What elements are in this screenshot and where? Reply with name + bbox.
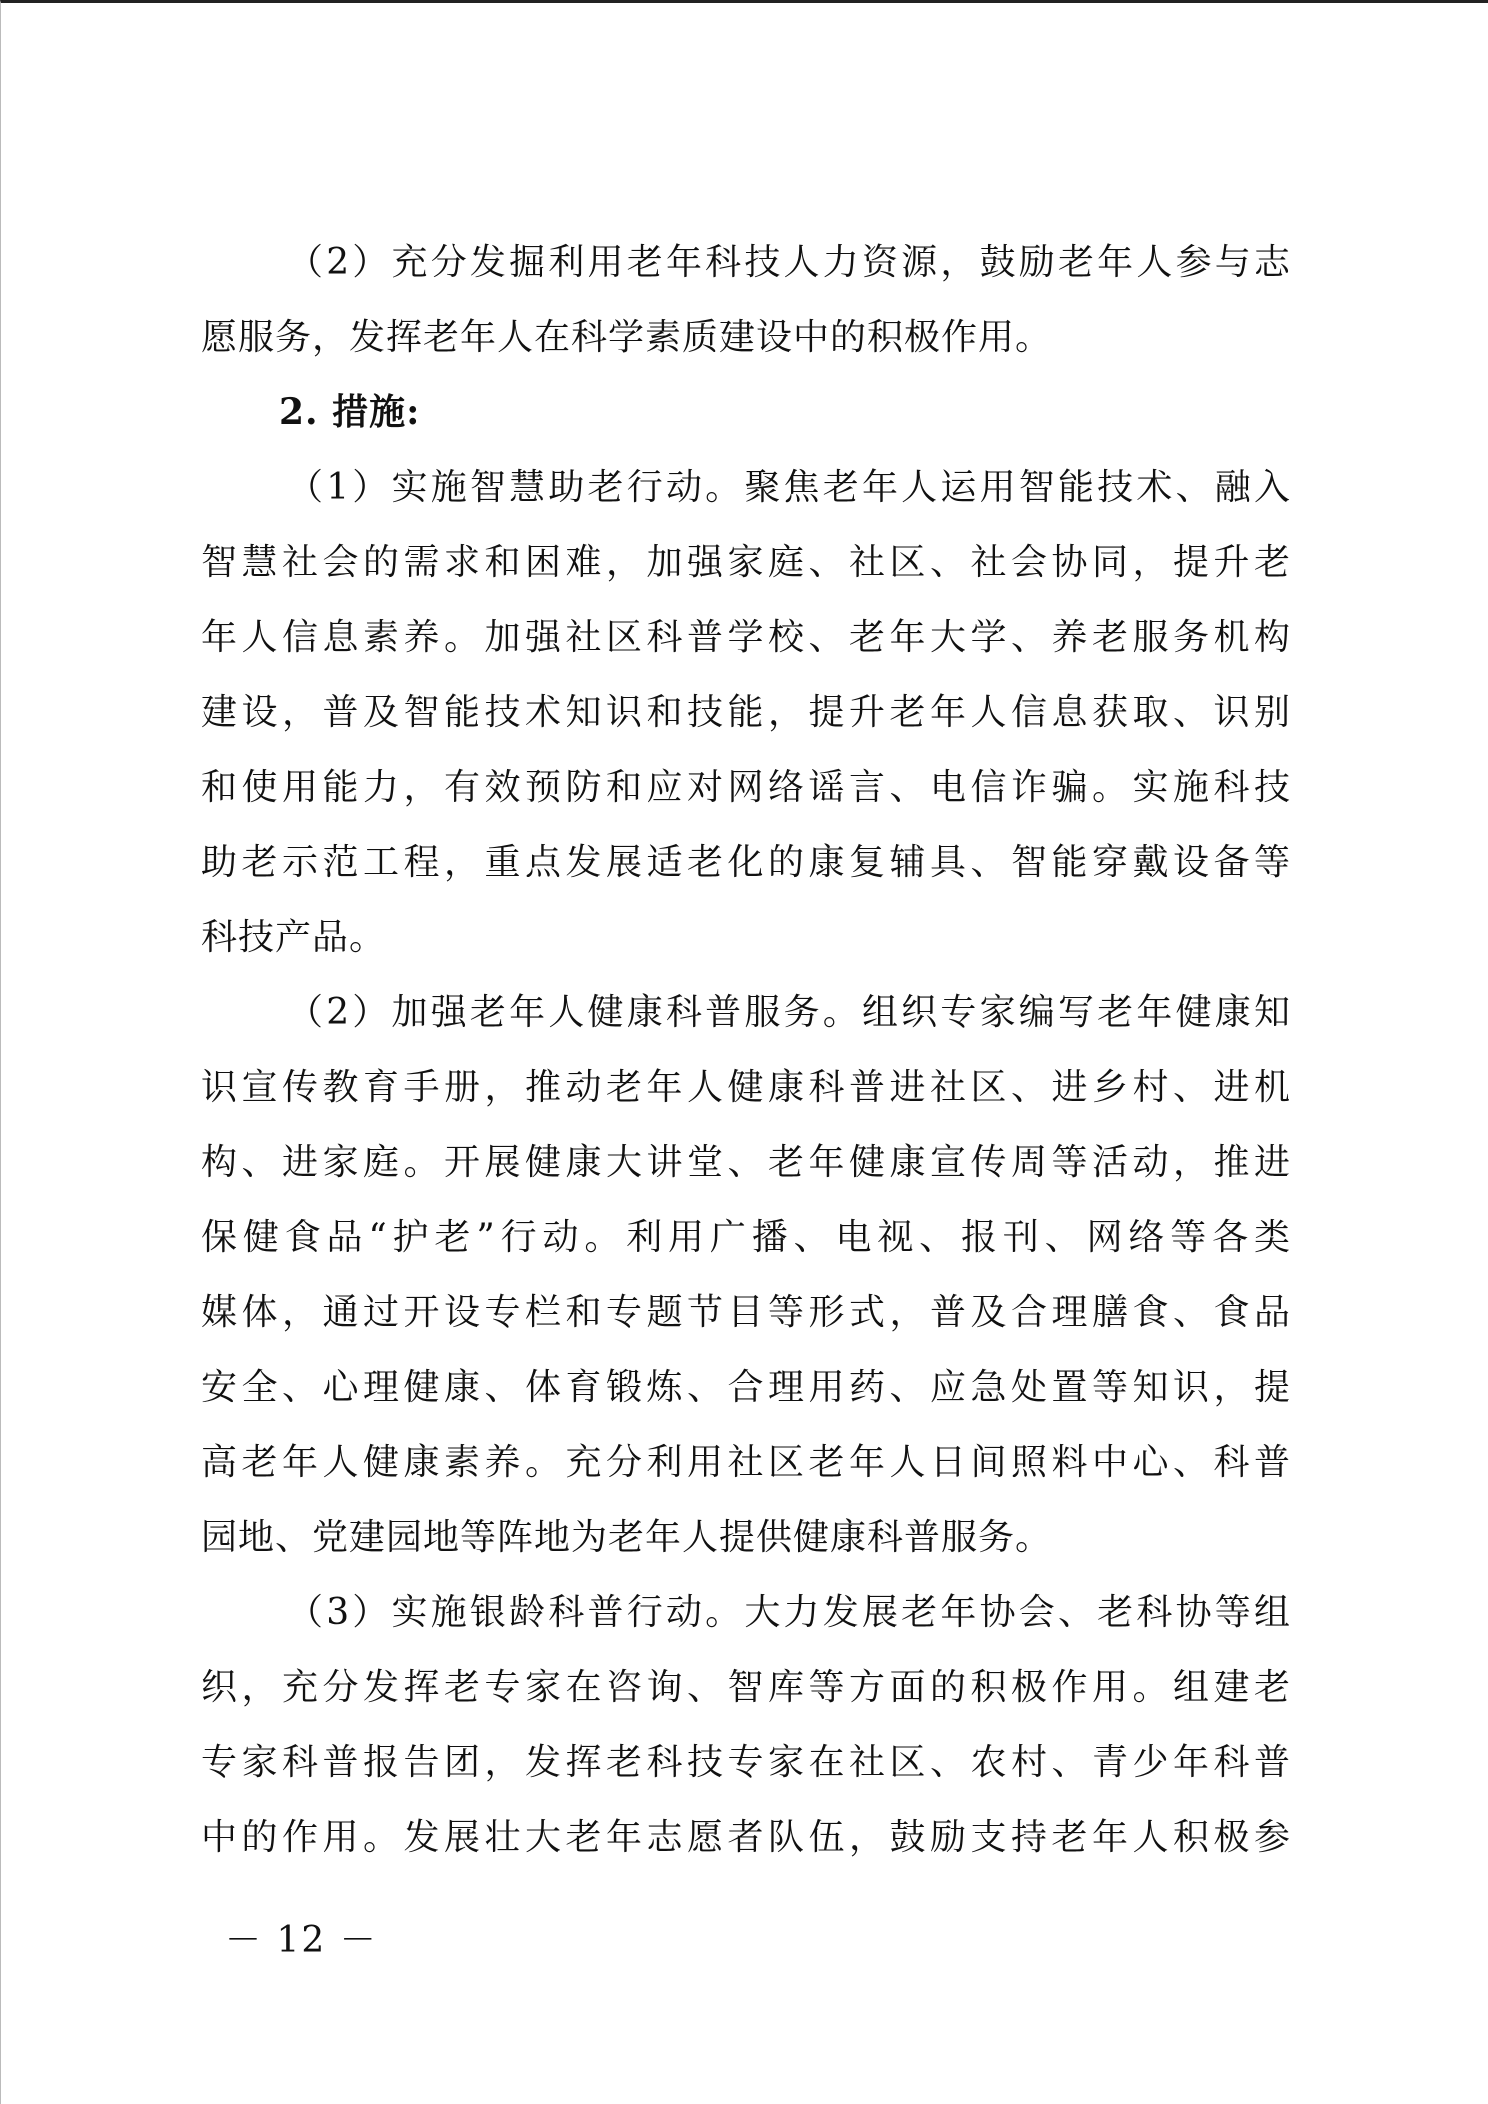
paragraph-line: 媒体，通过开设专栏和专题节目等形式，普及合理膳食、食品 bbox=[201, 1292, 1291, 1333]
paragraph-line: 建设，普及智能技术知识和技能，提升老年人信息获取、识别 bbox=[201, 692, 1291, 733]
paragraph-line: 助老示范工程，重点发展适老化的康复辅具、智能穿戴设备等 bbox=[201, 842, 1291, 883]
paragraph-line: （1）实施智慧助老行动。聚焦老年人运用智能技术、融入 bbox=[287, 467, 1291, 508]
section-heading: 2. 措施: bbox=[279, 391, 421, 433]
paragraph-line: 织，充分发挥老专家在咨询、智库等方面的积极作用。组建老 bbox=[201, 1667, 1291, 1708]
paragraph-line: 科技产品。 bbox=[201, 917, 387, 958]
paragraph-line: 年人信息素养。加强社区科普学校、老年大学、养老服务机构 bbox=[201, 617, 1291, 658]
paragraph-line: 愿服务，发挥老年人在科学素质建设中的积极作用。 bbox=[201, 317, 1053, 358]
paragraph-line: 保健食品“护老”行动。利用广播、电视、报刊、网络等各类 bbox=[201, 1217, 1291, 1258]
paragraph-line: （2）充分发掘利用老年科技人力资源，鼓励老年人参与志 bbox=[287, 242, 1291, 283]
page-number: － 12 － bbox=[225, 1920, 378, 1961]
document-body bbox=[201, 225, 1291, 1875]
paragraph-line: 智慧社会的需求和困难，加强家庭、社区、社会协同，提升老 bbox=[201, 542, 1291, 583]
paragraph-line: 高老年人健康素养。充分利用社区老年人日间照料中心、科普 bbox=[201, 1442, 1291, 1483]
paragraph-line: 中的作用。发展壮大老年志愿者队伍，鼓励支持老年人积极参 bbox=[201, 1817, 1291, 1858]
paragraph-line: 专家科普报告团，发挥老科技专家在社区、农村、青少年科普 bbox=[201, 1742, 1291, 1783]
paragraph-line: 和使用能力，有效预防和应对网络谣言、电信诈骗。实施科技 bbox=[201, 767, 1291, 808]
paragraph-line: 构、进家庭。开展健康大讲堂、老年健康宣传周等活动，推进 bbox=[201, 1142, 1291, 1183]
paragraph-line: 园地、党建园地等阵地为老年人提供健康科普服务。 bbox=[201, 1517, 1053, 1558]
paragraph-line: 安全、心理健康、体育锻炼、合理用药、应急处置等知识，提 bbox=[201, 1367, 1291, 1408]
paragraph-line: （3）实施银龄科普行动。大力发展老年协会、老科协等组 bbox=[287, 1592, 1291, 1633]
paragraph-line: 识宣传教育手册，推动老年人健康科普进社区、进乡村、进机 bbox=[201, 1067, 1291, 1108]
paragraph-line: （2）加强老年人健康科普服务。组织专家编写老年健康知 bbox=[287, 992, 1291, 1033]
